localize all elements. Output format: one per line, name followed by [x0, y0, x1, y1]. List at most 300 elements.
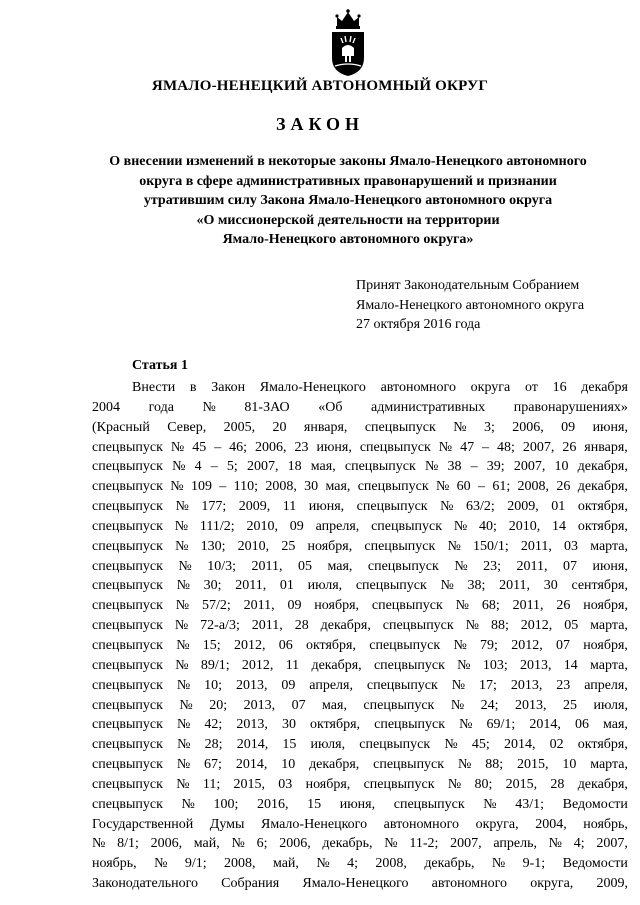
article-line: [92, 378, 628, 398]
article-word: 2014,: [235, 757, 268, 773]
article-word: 2011,: [499, 578, 531, 594]
law-title: [60, 152, 636, 250]
article-line: [92, 537, 628, 557]
article-word: декабрь,: [322, 836, 373, 852]
article-word: 3;: [483, 419, 495, 435]
article-word: 2011,: [516, 558, 548, 574]
article-word: июля,: [307, 578, 343, 594]
article-line: [92, 596, 628, 616]
article-line: [92, 854, 628, 874]
article-line: [92, 775, 628, 795]
article-word: №: [175, 657, 189, 673]
article-word: 01: [279, 578, 294, 594]
article-word: (Красный: [92, 419, 150, 435]
document-type: ЗАКОН: [275, 114, 365, 134]
article-word: 2004: [92, 399, 120, 415]
article-word: №: [170, 479, 184, 495]
article-word: июля,: [310, 737, 346, 753]
article-word: 130;: [200, 538, 226, 554]
article-word: 30: [304, 479, 319, 495]
article-word: 09: [281, 677, 296, 693]
article-word: ноября,: [314, 598, 360, 614]
article-word: спецвыпуск: [367, 558, 439, 574]
article-word: июня,: [592, 558, 628, 574]
article-word: №: [483, 796, 497, 812]
article-word: 4: [194, 459, 202, 475]
article-word: 57/2;: [201, 598, 231, 614]
article-word: 2006,: [255, 439, 287, 455]
article-word: №: [447, 776, 462, 792]
article-word: №: [454, 558, 468, 574]
article-word: июля,: [593, 697, 628, 713]
article-word: спецвыпуск: [382, 618, 454, 634]
article-word: мая,: [310, 459, 336, 475]
article-word: 42;: [204, 717, 223, 733]
article-word: 28;: [204, 737, 223, 753]
article-word: 111/2;: [199, 518, 235, 534]
article-word: ноября,: [583, 598, 628, 614]
article-word: №: [202, 399, 216, 415]
article-word: округа,: [530, 876, 574, 892]
article-word: марта,: [590, 757, 628, 773]
article-word: 43/1;: [515, 796, 545, 812]
article-line: [92, 755, 628, 775]
article-word: спецвыпуск: [357, 479, 429, 495]
adoption-line: Принят Законодательным Собранием: [356, 278, 580, 293]
article-word: 5;: [226, 459, 238, 475]
article-word: округа,: [475, 816, 519, 832]
article-word: 2015,: [516, 757, 549, 773]
law-title-line: округа в сфере административных правонарушений и признании: [139, 173, 557, 189]
article-word: 2009,: [596, 876, 628, 892]
article-word: 2011,: [251, 558, 283, 574]
article-line: [92, 517, 628, 537]
article-word: 01: [551, 499, 566, 515]
article-word: апрель,: [493, 836, 537, 852]
article-word: №: [177, 717, 191, 733]
article-word: №: [176, 578, 190, 594]
coat-of-arms-icon: [327, 8, 369, 78]
article-word: Ведомости: [562, 796, 628, 812]
article-word: 2013,: [235, 677, 268, 693]
article-word: №: [179, 697, 193, 713]
article-word: 10: [281, 757, 296, 773]
article-word: декабря,: [577, 479, 628, 495]
article-word: №: [440, 578, 454, 594]
article-word: 103;: [482, 657, 508, 673]
article-word: спецвыпуск: [356, 499, 428, 515]
article-word: спецвыпуск: [92, 499, 163, 515]
article-word: №: [453, 637, 467, 653]
article-word: Законодательного: [92, 876, 198, 892]
article-word: 2013,: [243, 697, 276, 713]
article-word: 88;: [490, 618, 509, 634]
article-word: 61;: [492, 479, 511, 495]
article-line: [92, 636, 628, 656]
article-line: [92, 576, 628, 596]
article-word: года: [148, 399, 174, 415]
article-word: №: [457, 757, 472, 773]
article-word: 25: [281, 538, 296, 554]
article-word: №: [174, 518, 189, 534]
article-word: 2012,: [233, 637, 266, 653]
article-word: 09: [289, 518, 304, 534]
article-word: спецвыпуск: [92, 459, 163, 475]
article-word: 4;: [347, 856, 358, 872]
article-word: 30: [543, 578, 558, 594]
article-word: декабря,: [309, 757, 360, 773]
article-word: 45;: [471, 737, 490, 753]
article-word: 2011,: [520, 538, 552, 554]
article-word: 47: [460, 439, 475, 455]
article-word: января,: [584, 439, 628, 455]
article-word: 2014,: [529, 717, 561, 733]
article-word: спецвыпуск: [92, 538, 163, 554]
article-word: спецвыпуск: [344, 459, 416, 475]
article-word: №: [154, 856, 168, 872]
article-word: 26: [556, 598, 571, 614]
article-word: 06: [278, 637, 293, 653]
article-word: спецвыпуск: [371, 598, 443, 614]
law-title-line: «О миссионерской деятельности на территории: [196, 212, 500, 228]
article-word: –: [470, 459, 478, 475]
article-word: Собрания: [221, 876, 280, 892]
law-title-line: Ямало-Ненецкого автономного округа»: [222, 232, 474, 247]
article-word: –: [219, 479, 227, 495]
article-word: №: [172, 459, 186, 475]
article-line: [92, 676, 628, 696]
article-word: апреля,: [584, 677, 628, 693]
article-word: 05: [298, 558, 312, 574]
article-line: [92, 497, 628, 517]
article-word: №: [491, 856, 506, 872]
article-word: 39;: [486, 459, 505, 475]
article-word: №: [444, 737, 458, 753]
article-word: 20;: [209, 697, 228, 713]
article-word: №: [175, 499, 189, 515]
article-word: 07: [563, 558, 577, 574]
article-word: декабря,: [311, 657, 362, 673]
article-word: мая,: [322, 697, 347, 713]
article-word: 2014,: [236, 737, 269, 753]
article-line: [92, 696, 628, 716]
article-word: 17;: [479, 677, 497, 693]
article-word: 2008,: [224, 856, 256, 872]
article-word: мая,: [325, 479, 351, 495]
article-word: 2006,: [279, 836, 311, 852]
article-line: [92, 438, 628, 458]
article-word: №: [176, 757, 191, 773]
article-line: [92, 834, 628, 854]
article-word: сентября,: [571, 578, 628, 594]
article-word: 67;: [204, 757, 222, 773]
article-word: декабря,: [320, 618, 371, 634]
article-word: декабря,: [577, 459, 628, 475]
article-word: 150/1;: [472, 538, 509, 554]
article-word: 2006,: [512, 419, 544, 435]
article-word: автономного: [383, 816, 460, 832]
law-title-line: О внесении изменений в некоторые законы Ямало-Ненецкого автономного: [109, 154, 587, 169]
article-word: 48;: [497, 439, 515, 455]
article-word: 28: [550, 776, 565, 792]
article-word: спецвыпуск: [92, 637, 163, 653]
article-word: января,: [303, 419, 348, 435]
article-word: спецвыпуск: [366, 677, 438, 693]
adoption-note: [356, 276, 584, 335]
article-word: ноября,: [583, 637, 628, 653]
article-word: Государственной: [92, 816, 194, 832]
article-word: №: [177, 737, 191, 753]
article-word: №: [457, 657, 471, 673]
article-line: [92, 477, 628, 497]
article-word: 9-1;: [522, 856, 546, 872]
article-word: 69/1;: [486, 717, 516, 733]
article-word: ноября,: [305, 776, 351, 792]
article-word: декабря: [581, 380, 628, 395]
article-word: автономного: [431, 876, 508, 892]
article-line: [92, 656, 628, 676]
article-word: спецвыпуск: [359, 439, 431, 455]
article-word: 109: [190, 479, 212, 495]
article-word: 15: [307, 796, 322, 812]
article-word: 2008,: [265, 479, 297, 495]
article-word: 23: [294, 439, 309, 455]
adoption-line: Ямало-Ненецкого автономного округа: [356, 297, 585, 313]
article-word: 2016,: [257, 796, 289, 812]
article-word: 2013,: [515, 697, 547, 713]
article-line: [92, 616, 628, 636]
article-word: №: [447, 538, 461, 554]
article-word: №: [453, 518, 468, 534]
article-word: 2007,: [246, 459, 279, 475]
article-word: спецвыпуск: [364, 419, 436, 435]
article-word: 14: [563, 657, 578, 673]
article-word: спецвыпуск: [92, 697, 163, 713]
region-name: ЯМАЛО-НЕНЕЦКИЙ АВТОНОМНЫЙ ОКРУГ: [151, 78, 489, 94]
article-word: №: [424, 459, 439, 475]
article-word: спецвыпуск: [92, 796, 163, 812]
article-word: 10/3;: [207, 558, 237, 574]
article-word: октября,: [577, 737, 628, 753]
article-word: 07: [291, 697, 306, 713]
article-word: 25: [562, 697, 577, 713]
article-word: спецвыпуск: [92, 598, 163, 614]
article-word: спецвыпуск: [373, 657, 445, 673]
article-word: №: [438, 439, 453, 455]
article-word: 23: [556, 677, 571, 693]
article-word: Закон: [211, 380, 246, 395]
article-word: спецвыпуск: [393, 796, 465, 812]
article-word: 177;: [201, 499, 227, 515]
article-word: 15: [282, 737, 297, 753]
article-word: спецвыпуск: [373, 757, 445, 773]
article-word: 10: [554, 459, 569, 475]
article-word: 2007,: [513, 459, 546, 475]
article-word: октября,: [577, 499, 628, 515]
article-word: спецвыпуск: [355, 578, 427, 594]
article-word: –: [482, 439, 490, 455]
article-word: №: [316, 856, 330, 872]
article-word: июня,: [339, 796, 376, 812]
article-word: Ведомости: [562, 856, 628, 872]
article-word: 2013,: [236, 717, 268, 733]
article-word: 68;: [481, 598, 500, 614]
article-word: №: [465, 618, 479, 634]
article-word: ноября,: [307, 538, 353, 554]
article-word: 40;: [479, 518, 497, 534]
article-line: [92, 457, 628, 477]
article-word: 26: [556, 479, 571, 495]
article-word: 09: [561, 419, 576, 435]
article-word: №: [455, 598, 469, 614]
article-word: марта,: [590, 618, 628, 634]
article-word: 07: [555, 637, 570, 653]
article-word: от: [524, 380, 538, 395]
article-word: 2012,: [511, 637, 543, 653]
article-word: спецвыпуск: [92, 776, 163, 792]
article-word: №: [453, 419, 467, 435]
article-line: [92, 815, 628, 835]
article-word: Думы: [209, 816, 245, 832]
article-word: спецвыпуск: [363, 697, 435, 713]
article-word: 30;: [203, 578, 222, 594]
article-word: спецвыпуск: [92, 618, 163, 634]
article-word: ноябрь,: [92, 856, 137, 872]
article-word: 2009,: [507, 499, 539, 515]
article-word: №: [175, 598, 190, 614]
article-word: №: [176, 776, 190, 792]
article-word: спецвыпуск: [364, 538, 436, 554]
article-word: 11: [285, 657, 300, 673]
article-word: спецвыпуск: [92, 558, 163, 574]
article-word: в: [189, 380, 197, 395]
article-word: спецвыпуск: [374, 717, 446, 733]
article-word: 45: [192, 439, 207, 455]
article-word: №: [435, 479, 450, 495]
article-word: 2012,: [520, 618, 553, 634]
article-word: 81-ЗАО: [244, 399, 290, 415]
article-word: спецвыпуск: [92, 677, 163, 693]
article-word: 15;: [202, 637, 221, 653]
article-word: 4;: [573, 836, 585, 852]
article-word: 18: [287, 459, 302, 475]
article-word: 2010,: [246, 518, 278, 534]
article-word: 2005,: [223, 419, 256, 435]
article-word: 11: [282, 499, 297, 515]
article-word: 2009,: [238, 499, 271, 515]
article-word: 2008,: [375, 856, 407, 872]
article-word: мая,: [603, 717, 628, 733]
article-word: 06: [574, 717, 589, 733]
article-word: июня,: [316, 439, 352, 455]
article-word: 2013,: [510, 677, 543, 693]
article-line: [92, 557, 628, 577]
article-word: 2013,: [519, 657, 552, 673]
article-word: 88;: [485, 757, 504, 773]
article-word: №: [178, 558, 192, 574]
adoption-date: 27 октября 2016 года: [356, 317, 481, 332]
article-word: 2004,: [535, 816, 567, 832]
article-word: 03: [564, 538, 579, 554]
article-word: октября,: [577, 518, 628, 534]
article-word: 89/1;: [200, 657, 230, 673]
article-word: 2011,: [251, 618, 283, 634]
article-word: июня,: [308, 499, 345, 515]
article-word: май,: [193, 836, 220, 852]
article-word: 02: [549, 737, 564, 753]
article-word: 16: [552, 380, 567, 395]
article-word: Север,: [167, 419, 207, 435]
article-word: спецвыпуск: [369, 637, 441, 653]
article-word: спецвыпуск: [92, 479, 163, 495]
article-word: 24;: [480, 697, 499, 713]
article-word: правонарушениях»: [513, 399, 628, 415]
article-word: 2007,: [596, 836, 628, 852]
article-word: 14: [552, 518, 567, 534]
article-word: 09: [287, 598, 302, 614]
article-word: 2008,: [517, 479, 550, 495]
article-word: 30: [281, 717, 296, 733]
article-word: 11;: [202, 776, 221, 792]
article-word: №: [92, 836, 106, 852]
article-word: №: [176, 637, 190, 653]
article-word: октября,: [310, 717, 361, 733]
article-word: 80;: [474, 776, 493, 792]
article-word: апреля,: [309, 677, 353, 693]
article-heading: Статья 1: [132, 358, 188, 373]
article-word: 2011,: [243, 598, 275, 614]
article-word: ноябрь,: [583, 816, 628, 832]
article-word: №: [384, 836, 398, 852]
article-word: –: [214, 439, 222, 455]
article-word: 2011,: [512, 598, 544, 614]
article-word: административных: [371, 399, 486, 415]
article-word: 100;: [213, 796, 239, 812]
article-word: мая,: [327, 558, 353, 574]
article-word: спецвыпуск: [92, 657, 163, 673]
article-word: округа: [470, 380, 511, 395]
article-word: 2012,: [241, 657, 274, 673]
article-word: 38: [447, 459, 462, 475]
article-word: №: [231, 836, 245, 852]
article-word: 05: [564, 618, 579, 634]
article-word: №: [176, 677, 191, 693]
article-line: [92, 874, 628, 894]
article-word: «Об: [318, 399, 343, 415]
article-word: марта,: [590, 538, 628, 554]
article-word: –: [210, 459, 218, 475]
article-line: [92, 715, 628, 735]
article-word: №: [170, 439, 185, 455]
article-word: марта,: [590, 657, 628, 673]
article-word: спецвыпуск: [92, 439, 163, 455]
article-word: 6;: [256, 836, 268, 852]
article-word: №: [440, 499, 454, 515]
article-line: [92, 398, 628, 418]
article-word: 46;: [229, 439, 248, 455]
article-word: Ямало-Ненецкого: [260, 816, 368, 832]
article-word: 8/1;: [117, 836, 139, 852]
article-word: 10: [562, 757, 577, 773]
article-word: №: [548, 836, 563, 852]
article-word: 63/2;: [465, 499, 495, 515]
article-word: спецвыпуск: [371, 518, 443, 534]
article-word: спецвыпуск: [92, 717, 163, 733]
article-word: №: [181, 796, 195, 812]
article-word: 2015,: [233, 776, 266, 792]
article-word: спецвыпуск: [92, 757, 163, 773]
article-word: 23;: [483, 558, 502, 574]
